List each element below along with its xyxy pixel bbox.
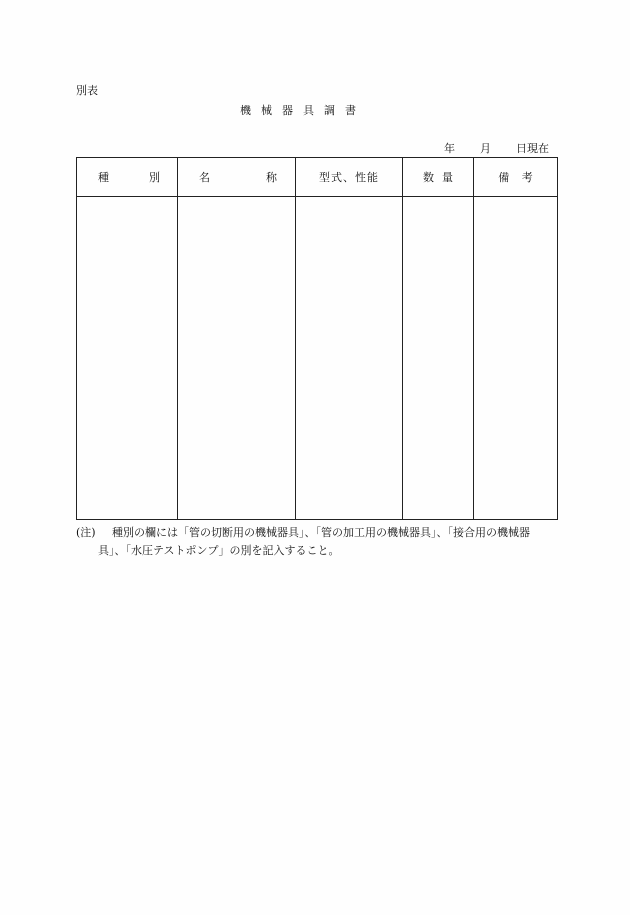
date-year-label: 年 [444, 142, 455, 155]
cell-suryo[interactable] [403, 197, 474, 520]
header-biko [474, 158, 558, 197]
header-shubetsu [77, 158, 178, 197]
table-body-row [77, 197, 558, 520]
header-shubetsu-char1: 種 [98, 171, 109, 184]
header-meisho [178, 158, 296, 197]
header-suryo [403, 158, 474, 197]
table-header-row [77, 158, 558, 197]
cell-meisho[interactable] [178, 197, 296, 520]
header-suryo-char2: 量 [442, 171, 453, 184]
header-biko-char1: 備 [498, 171, 510, 184]
date-day-label: 日現在 [516, 142, 549, 155]
cell-shubetsu[interactable] [77, 197, 178, 520]
footnote-text1: 種別の欄には「管の切断用の機械器具」、「管の加工用の機械器具」、「接合用の機械器 [112, 526, 530, 539]
header-biko-char2: 考 [521, 171, 533, 184]
header-shubetsu-char2: 別 [149, 171, 160, 184]
header-meisho-char1: 名 [199, 171, 210, 184]
cell-biko[interactable] [474, 197, 558, 520]
footnote-line2: 具」、「水圧テストポンプ」の別を記入すること。 [98, 544, 340, 557]
header-katashiki [296, 158, 403, 197]
date-month-label: 月 [480, 142, 491, 155]
footnote [76, 524, 557, 560]
cell-katashiki[interactable] [296, 197, 403, 520]
footnote-line1 [76, 524, 557, 542]
header-katashiki-label: 型式、性能 [319, 171, 379, 184]
header-suryo-char1: 数 [423, 171, 434, 184]
document-title: 機械器具調書 [240, 104, 366, 117]
equipment-table [76, 157, 558, 520]
appendix-label: 別表 [76, 84, 98, 97]
header-meisho-char2: 称 [266, 171, 277, 184]
footnote-prefix: (注) [76, 526, 96, 539]
